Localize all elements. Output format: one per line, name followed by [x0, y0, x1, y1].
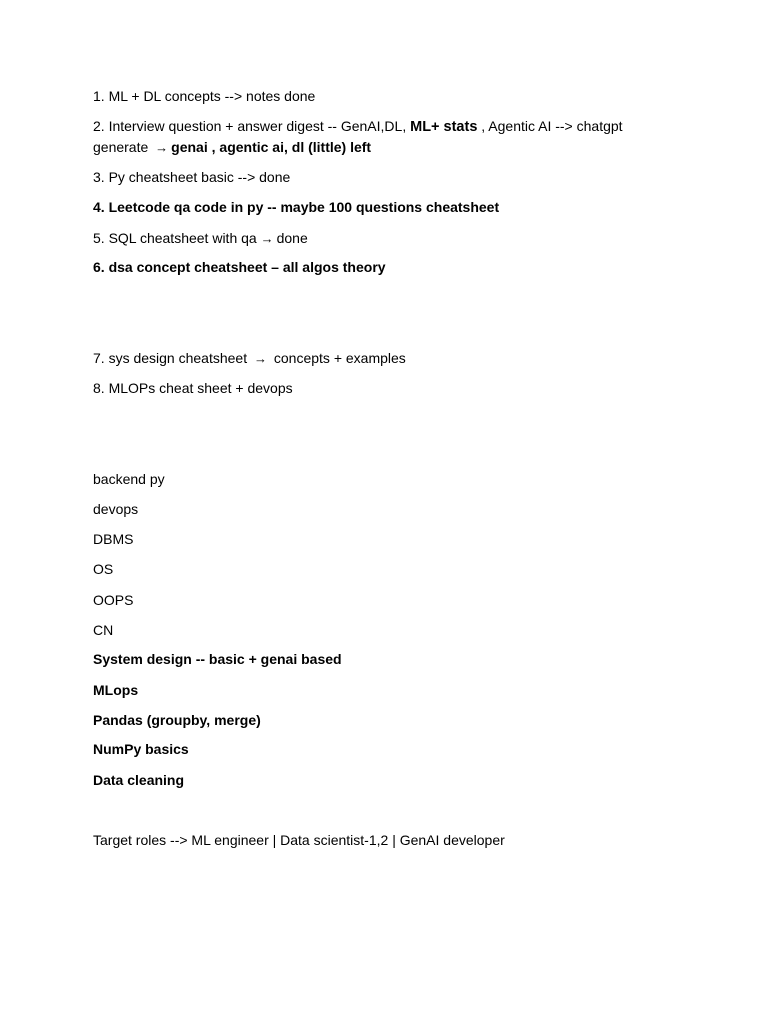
item-5-text-b: done — [276, 230, 308, 246]
bold-topic-item — [93, 650, 342, 668]
bold-topic-text: NumPy basics — [93, 741, 189, 757]
bold-topic-item — [93, 681, 138, 699]
right-arrow-icon: → — [254, 351, 267, 366]
target-roles-text: Target roles --> ML engineer | Data scientist-1,2 | GenAI developer — [93, 832, 505, 848]
item-7-text-a: 7. sys design cheatsheet — [93, 350, 251, 366]
topic-text: devops — [93, 501, 139, 517]
bold-topic-item — [93, 771, 184, 789]
item-1 — [93, 87, 315, 105]
item-5-text-a: 5. SQL cheatsheet with qa — [93, 230, 261, 246]
right-arrow-icon: → — [155, 140, 169, 155]
topic-item — [93, 560, 113, 578]
item-1-text: 1. ML + DL concepts --> notes done — [93, 88, 316, 104]
item-8 — [93, 379, 293, 397]
topic-text: OS — [93, 561, 114, 577]
item-3-text: 3. Py cheatsheet basic --> done — [93, 169, 291, 185]
item-2-text-d: generate — [93, 139, 153, 155]
item-2-text-a: 2. Interview question + answer digest -- GenAI,DL, — [93, 118, 411, 134]
topic-item — [93, 591, 133, 609]
item-2-text-b: ML+ stats — [410, 119, 478, 135]
target-roles — [93, 831, 505, 849]
bold-topic-item — [93, 711, 261, 729]
topic-item — [93, 530, 133, 548]
item-3 — [93, 168, 290, 186]
topic-item — [93, 500, 138, 518]
item-8-text: 8. MLOPs cheat sheet + devops — [93, 380, 293, 396]
item-6-text: 6. dsa concept cheatsheet – all algos theory — [93, 259, 386, 275]
item-5 — [93, 229, 308, 248]
topic-text: OOPS — [93, 592, 134, 608]
bold-topic-text: Pandas (groupby, merge) — [93, 712, 261, 728]
topic-text: DBMS — [93, 531, 134, 547]
item-2-line-1 — [93, 117, 623, 136]
bold-topic-text: System design -- basic + genai based — [93, 651, 342, 667]
item-2-text-e: genai , agentic ai, dl (little) left — [171, 139, 372, 155]
item-2-line-2 — [93, 138, 371, 157]
topic-item — [93, 470, 165, 488]
item-4-text: 4. Leetcode qa code in py -- maybe 100 questions cheatsheet — [93, 199, 500, 215]
topic-item — [93, 621, 113, 639]
item-2-text-c: , Agentic AI --> chatgpt — [477, 118, 623, 134]
item-7-text-b: concepts + examples — [270, 350, 406, 366]
right-arrow-icon: → — [260, 231, 274, 246]
item-7 — [93, 349, 406, 368]
bold-topic-item — [93, 740, 189, 758]
item-6 — [93, 258, 386, 276]
bold-topic-text: Data cleaning — [93, 772, 185, 788]
topic-text: CN — [93, 622, 114, 638]
topic-text: backend py — [93, 471, 165, 487]
bold-topic-text: MLops — [93, 682, 139, 698]
item-4 — [93, 198, 499, 216]
